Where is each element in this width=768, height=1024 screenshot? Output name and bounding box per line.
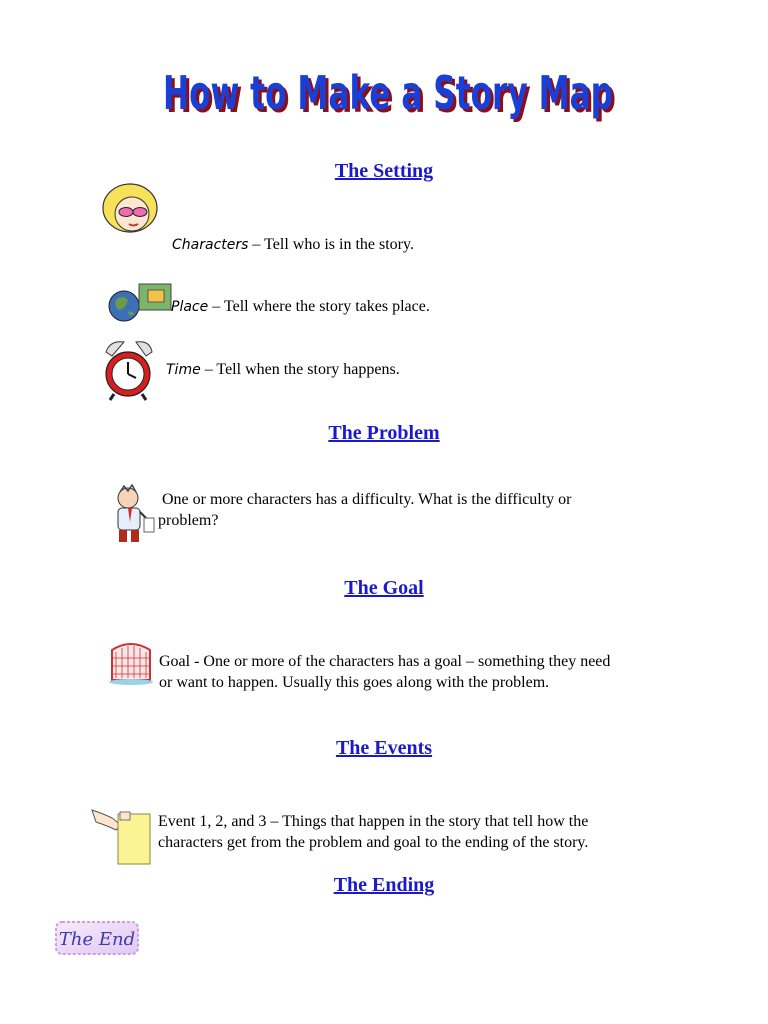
the-end-text: The End <box>58 929 136 950</box>
title-text: How to Make a Story Map <box>163 66 613 120</box>
alarm-clock-icon <box>102 338 158 402</box>
characters-term: Characters <box>172 237 249 253</box>
goal-text <box>159 651 699 693</box>
title-wordart <box>150 52 630 132</box>
events-text <box>158 811 698 853</box>
place-desc: – Tell where the story takes place. <box>208 298 430 315</box>
confused-man-icon <box>106 484 156 548</box>
events-line-1: Event 1, 2, and 3 – Things that happen in the story that tell how the <box>158 813 589 830</box>
time-desc: – Tell when the story happens. <box>200 361 400 378</box>
hand-holding-note-icon <box>90 804 156 866</box>
place-term: Place <box>171 299 209 315</box>
problem-line-1: One or more characters has a difficulty. What is the difficulty or <box>162 491 572 508</box>
problem-line-2: problem? <box>158 512 219 529</box>
heading-goal: The Goal <box>344 577 424 599</box>
setting-place-line <box>171 296 430 318</box>
setting-time-line <box>166 359 400 381</box>
globe-and-map-icon <box>108 282 172 324</box>
heading-ending: The Ending <box>333 874 435 896</box>
heading-setting: The Setting <box>334 160 434 182</box>
heading-problem: The Problem <box>328 422 440 444</box>
goal-line-1: Goal - One or more of the characters has a goal – something they need <box>159 653 611 670</box>
goal-line-2: or want to happen. Usually this goes along with the problem. <box>159 674 550 691</box>
page-title <box>150 52 630 132</box>
girl-with-glasses-icon <box>100 182 160 234</box>
events-line-2: characters get from the problem and goal to the ending of the story. <box>158 834 589 851</box>
setting-characters-line <box>172 234 414 256</box>
time-term: Time <box>166 362 201 378</box>
title-shadow: How to Make a Story Map <box>166 69 616 123</box>
hockey-net-icon <box>106 640 156 686</box>
heading-events: The Events <box>335 737 433 759</box>
problem-text <box>158 489 682 531</box>
the-end-banner-icon <box>54 918 140 958</box>
characters-desc: – Tell who is in the story. <box>248 236 414 253</box>
